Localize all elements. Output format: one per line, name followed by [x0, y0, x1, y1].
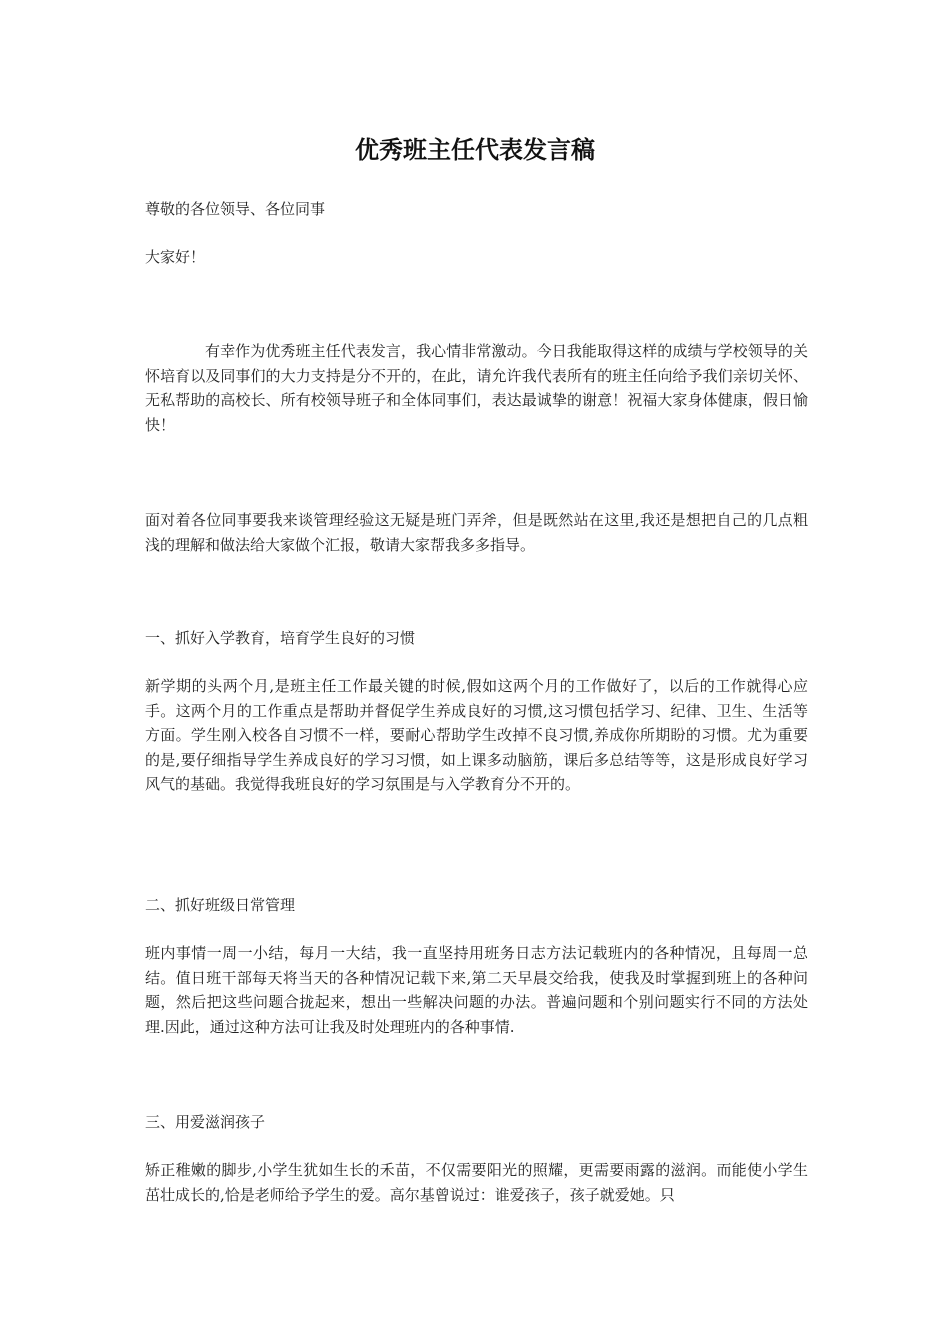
intro-paragraph: 有幸作为优秀班主任代表发言，我心情非常激动。今日我能取得这样的成绩与学校领导的关怀培育以及同事们的大力支持是分不开的，在此，请允许我代表所有的班主任向给予我们亲切关怀、无私帮助的高校长、所有校领导班子和全体同事们，表达最诚挚的谢意！祝福大家身体健康，假日愉快！ — [145, 342, 808, 434]
section-body-3: 矫正稚嫩的脚步,小学生犹如生长的禾苗，不仅需要阳光的照耀，更需要雨露的滋润。而能使小学生茁壮成长的,恰是老师给予学生的爱。高尔基曾说过：谁爱孩子，孩子就爱她。只 — [145, 1161, 808, 1204]
page-title: 优秀班主任代表发言稿 — [355, 136, 595, 164]
section-heading-3: 三、用爱滋润孩子 — [145, 1113, 266, 1131]
section-body-2: 班内事情一周一小结，每月一大结，我一直坚持用班务日志方法记载班内的各种情况，且每周一总结。值日班干部每天将当天的各种情况记载下来,第二天早晨交给我，使我及时掌握到班上的各种问题，然后把这些问题合拢起来，想出一些解决问题的办法。普遍问题和个别问题实行不同的方法处理.因此，通过这种方法可让我及时处理班内的各种事情. — [145, 944, 808, 1036]
modesty-paragraph: 面对着各位同事要我来谈管理经验这无疑是班门弄斧，但是既然站在这里,我还是想把自己的几点粗浅的理解和做法给大家做个汇报，敬请大家帮我多多指导。 — [145, 511, 808, 554]
section-body-1: 新学期的头两个月,是班主任工作最关键的时候,假如这两个月的工作做好了，以后的工作就得心应手。这两个月的工作重点是帮助并督促学生养成良好的习惯,这习惯包括学习、纪律、卫生、生活等方面。学生刚入校各自习惯不一样，要耐心帮助学生改掉不良习惯,养成你所期盼的习惯。尤为重要的是,要仔细指导学生养成良好的学习习惯，如上课多动脑筋，课后多总结等等，这是形成良好学习风气的基础。我觉得我班良好的学习氛围是与入学教育分不开的。 — [145, 677, 808, 793]
section-heading-2: 二、抓好班级日常管理 — [145, 896, 296, 914]
salutation: 尊敬的各位领导、各位同事 — [145, 200, 326, 218]
greeting: 大家好！ — [145, 248, 206, 266]
section-heading-1: 一、抓好入学教育，培育学生良好的习惯 — [145, 629, 416, 647]
